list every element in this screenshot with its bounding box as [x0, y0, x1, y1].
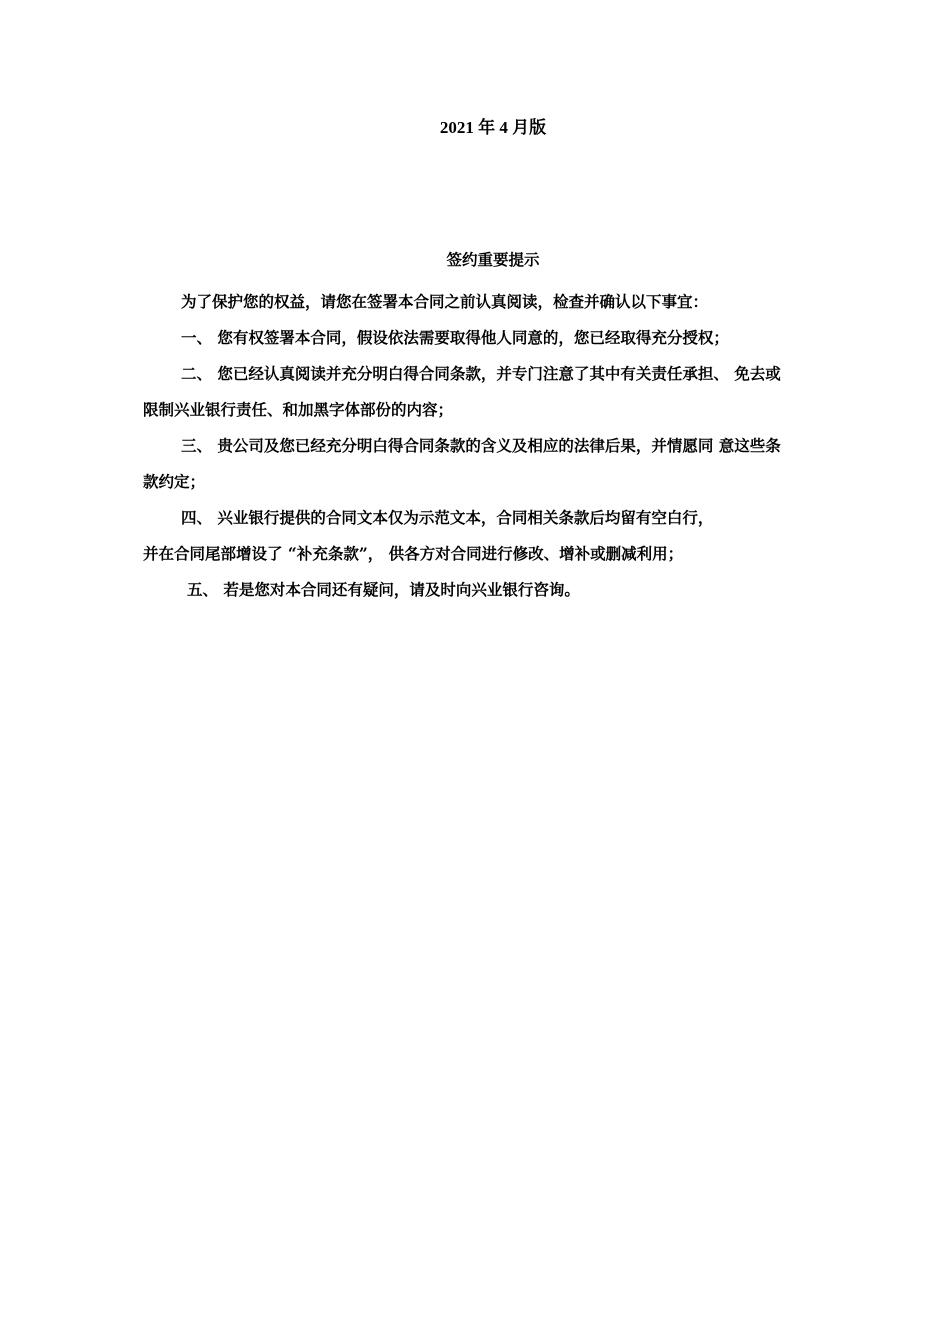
notice-title: 签约重要提示 [446, 250, 540, 269]
notice-item-3-line-2: 款约定； [143, 472, 206, 491]
notice-item-4-line-1: 四、 兴业银行提供的合同文本仅为示范文本，合同相关条款后均留有空白行， [181, 508, 714, 527]
notice-intro [143, 284, 843, 320]
notice-item-1-text: 一、 您有权签署本合同，假设依法需要取得他人同意的，您已经取得充分授权； [181, 328, 729, 347]
notice-item-2 [143, 356, 843, 428]
edition-label: 2021 年 4 月版 [439, 118, 547, 137]
notice-item-2-line-1: 二、 您已经认真阅读并充分明白得合同条款，并专门注意了其中有关责任承担、 免去或 [181, 364, 781, 383]
notice-item-3 [143, 428, 843, 500]
notice-item-5-text: 五、 若是您对本合同还有疑问，请及时向兴业银行咨询。 [187, 580, 580, 599]
notice-item-3-line-1: 三、 贵公司及您已经充分明白得合同条款的含义及相应的法律后果，并情愿同 意这些条 [181, 436, 781, 455]
notice-item-2-line-2: 限制兴业银行责任、和加黑字体部份的内容； [143, 400, 454, 419]
signing-notice [143, 248, 843, 608]
notice-item-4 [143, 500, 843, 572]
notice-item-5 [143, 572, 843, 608]
notice-intro-text: 为了保护您的权益，请您在签署本合同之前认真阅读，检查并确认以下事宜： [181, 292, 709, 311]
notice-item-1 [143, 320, 843, 356]
notice-item-4-line-2: 并在合同尾部增设了 “补充条款”， 供各方对合同进行修改、增补或删减利用； [143, 544, 684, 563]
